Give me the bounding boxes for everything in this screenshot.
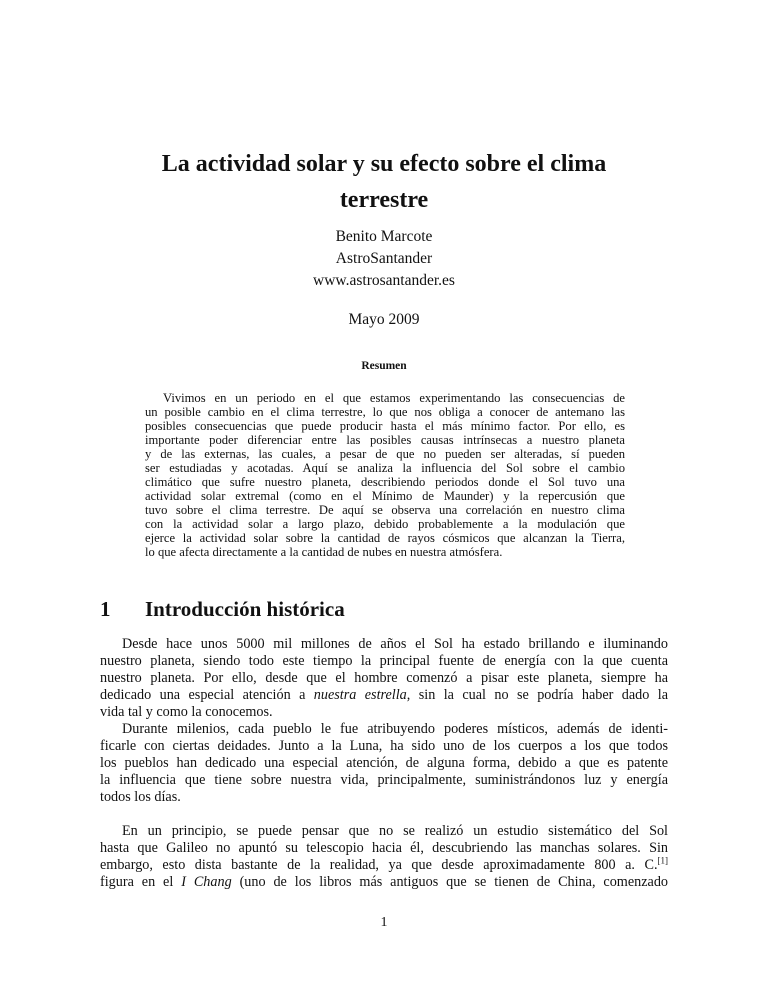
text-line: ficarle con ciertas deidades. Junto a la Luna, ha sido uno de los cuerpos a los que todos <box>100 738 668 754</box>
text-line: la influencia que tiene sobre nuestra vida, principalmente, suministrándonos luz y energía <box>100 772 668 788</box>
title-line: terrestre <box>339 187 429 213</box>
page-number: 1 <box>380 915 388 930</box>
citation[interactable]: [1] <box>657 855 668 866</box>
text-line: ejerce la actividad solar sobre la cantidad de rayos cósmicos que alcanzan la Tierra, <box>145 531 625 545</box>
text-line: y de las externas, las cuales, a pesar de que no pueden ser alteradas, sí pueden <box>145 447 625 461</box>
text-line: nuestro planeta. Por ello, desde que el hombre comenzó a pisar este planeta, siempre ha <box>100 670 668 686</box>
text-line: Desde hace unos 5000 mil millones de años el Sol ha estado brillando e iluminando <box>122 636 668 652</box>
section-number: 1 <box>100 597 111 621</box>
text-line <box>100 687 668 704</box>
text-span: embargo, esto dista bastante de la realidad, ya que desde aproximadamente 800 a. C. <box>100 857 658 873</box>
text-line: lo que afecta directamente a la cantidad de nubes en nuestra atmósfera. <box>145 545 503 559</box>
text-line: Durante milenios, cada pueblo le fue atribuyendo poderes místicos, además de identi- <box>122 721 668 737</box>
document-title <box>0 146 768 218</box>
author-name: Benito Marcote <box>335 228 433 245</box>
text-line: importante poder diferenciar entre las posibles causas intrínsecas a nuestro planeta <box>145 433 625 447</box>
title-line: La actividad solar y su efecto sobre el clima <box>161 151 607 177</box>
text-line: los pueblos han dedicado una especial atención, de alguna forma, debido a que es patente <box>100 755 668 771</box>
paragraph <box>100 721 668 806</box>
text-line: ser estudiadas y acotadas. Aquí se analiza la influencia del Sol sobre el cambio <box>145 461 625 475</box>
text-line: actividad solar extremal (como en el Mínimo de Maunder) y la repercusión que <box>145 489 625 503</box>
text-line: un posible cambio en el clima terrestre, lo que nos obliga a conocer de antemano las <box>145 405 625 419</box>
text-line: con la actividad solar a largo plazo, debido probablemente a la modulación que <box>145 517 625 531</box>
author-affiliation: AstroSantander <box>335 250 433 267</box>
text-line: tuvo sobre el clima terrestre. De aquí se observa una correlación en nuestro clima <box>145 503 625 517</box>
paragraph <box>100 636 668 721</box>
text-line: Vivimos en un periodo en el que estamos experimentando las consecuencias de <box>163 391 625 405</box>
paragraph <box>100 823 668 891</box>
text-line: nuestro planeta, siendo todo este tiempo la principal fuente de energía con la que cuenta <box>100 653 668 669</box>
abstract-heading: Resumen <box>361 360 407 372</box>
text-line: En un principio, se puede pensar que no se realizó un estudio sistemático del Sol <box>122 823 668 839</box>
emphasis: I Chang <box>181 874 232 890</box>
text-line: hasta que Galileo no apuntó su telescopio hacia él, descubriendo las manchas solares. Sin <box>100 840 668 856</box>
text-span: , sin la cual no se podría haber dado la <box>406 687 669 703</box>
text-span: (uno de los libros más antiguos que se tienen de China, comenzado <box>231 874 669 890</box>
text-span: figura en el <box>100 874 182 890</box>
author-website: www.astrosantander.es <box>313 272 455 289</box>
text-line: posibles consecuencias que puede producir hasta el más mínimo factor. Por ello, es <box>145 419 625 433</box>
document-date: Mayo 2009 <box>348 311 420 328</box>
section-title: Introducción histórica <box>145 597 345 621</box>
text-line <box>100 874 668 891</box>
author-block <box>0 226 768 292</box>
text-line <box>100 857 668 874</box>
section-heading <box>100 597 345 622</box>
text-line: todos los días. <box>100 789 181 805</box>
abstract <box>145 391 625 559</box>
text-line: vida tal y como la conocemos. <box>100 704 273 720</box>
text-line: climático que sufre nuestro planeta, describiendo periodos donde el Sol tuvo una <box>145 475 625 489</box>
text-span: dedicado una especial atención a <box>100 687 314 703</box>
emphasis: nuestra estrella <box>313 687 407 703</box>
